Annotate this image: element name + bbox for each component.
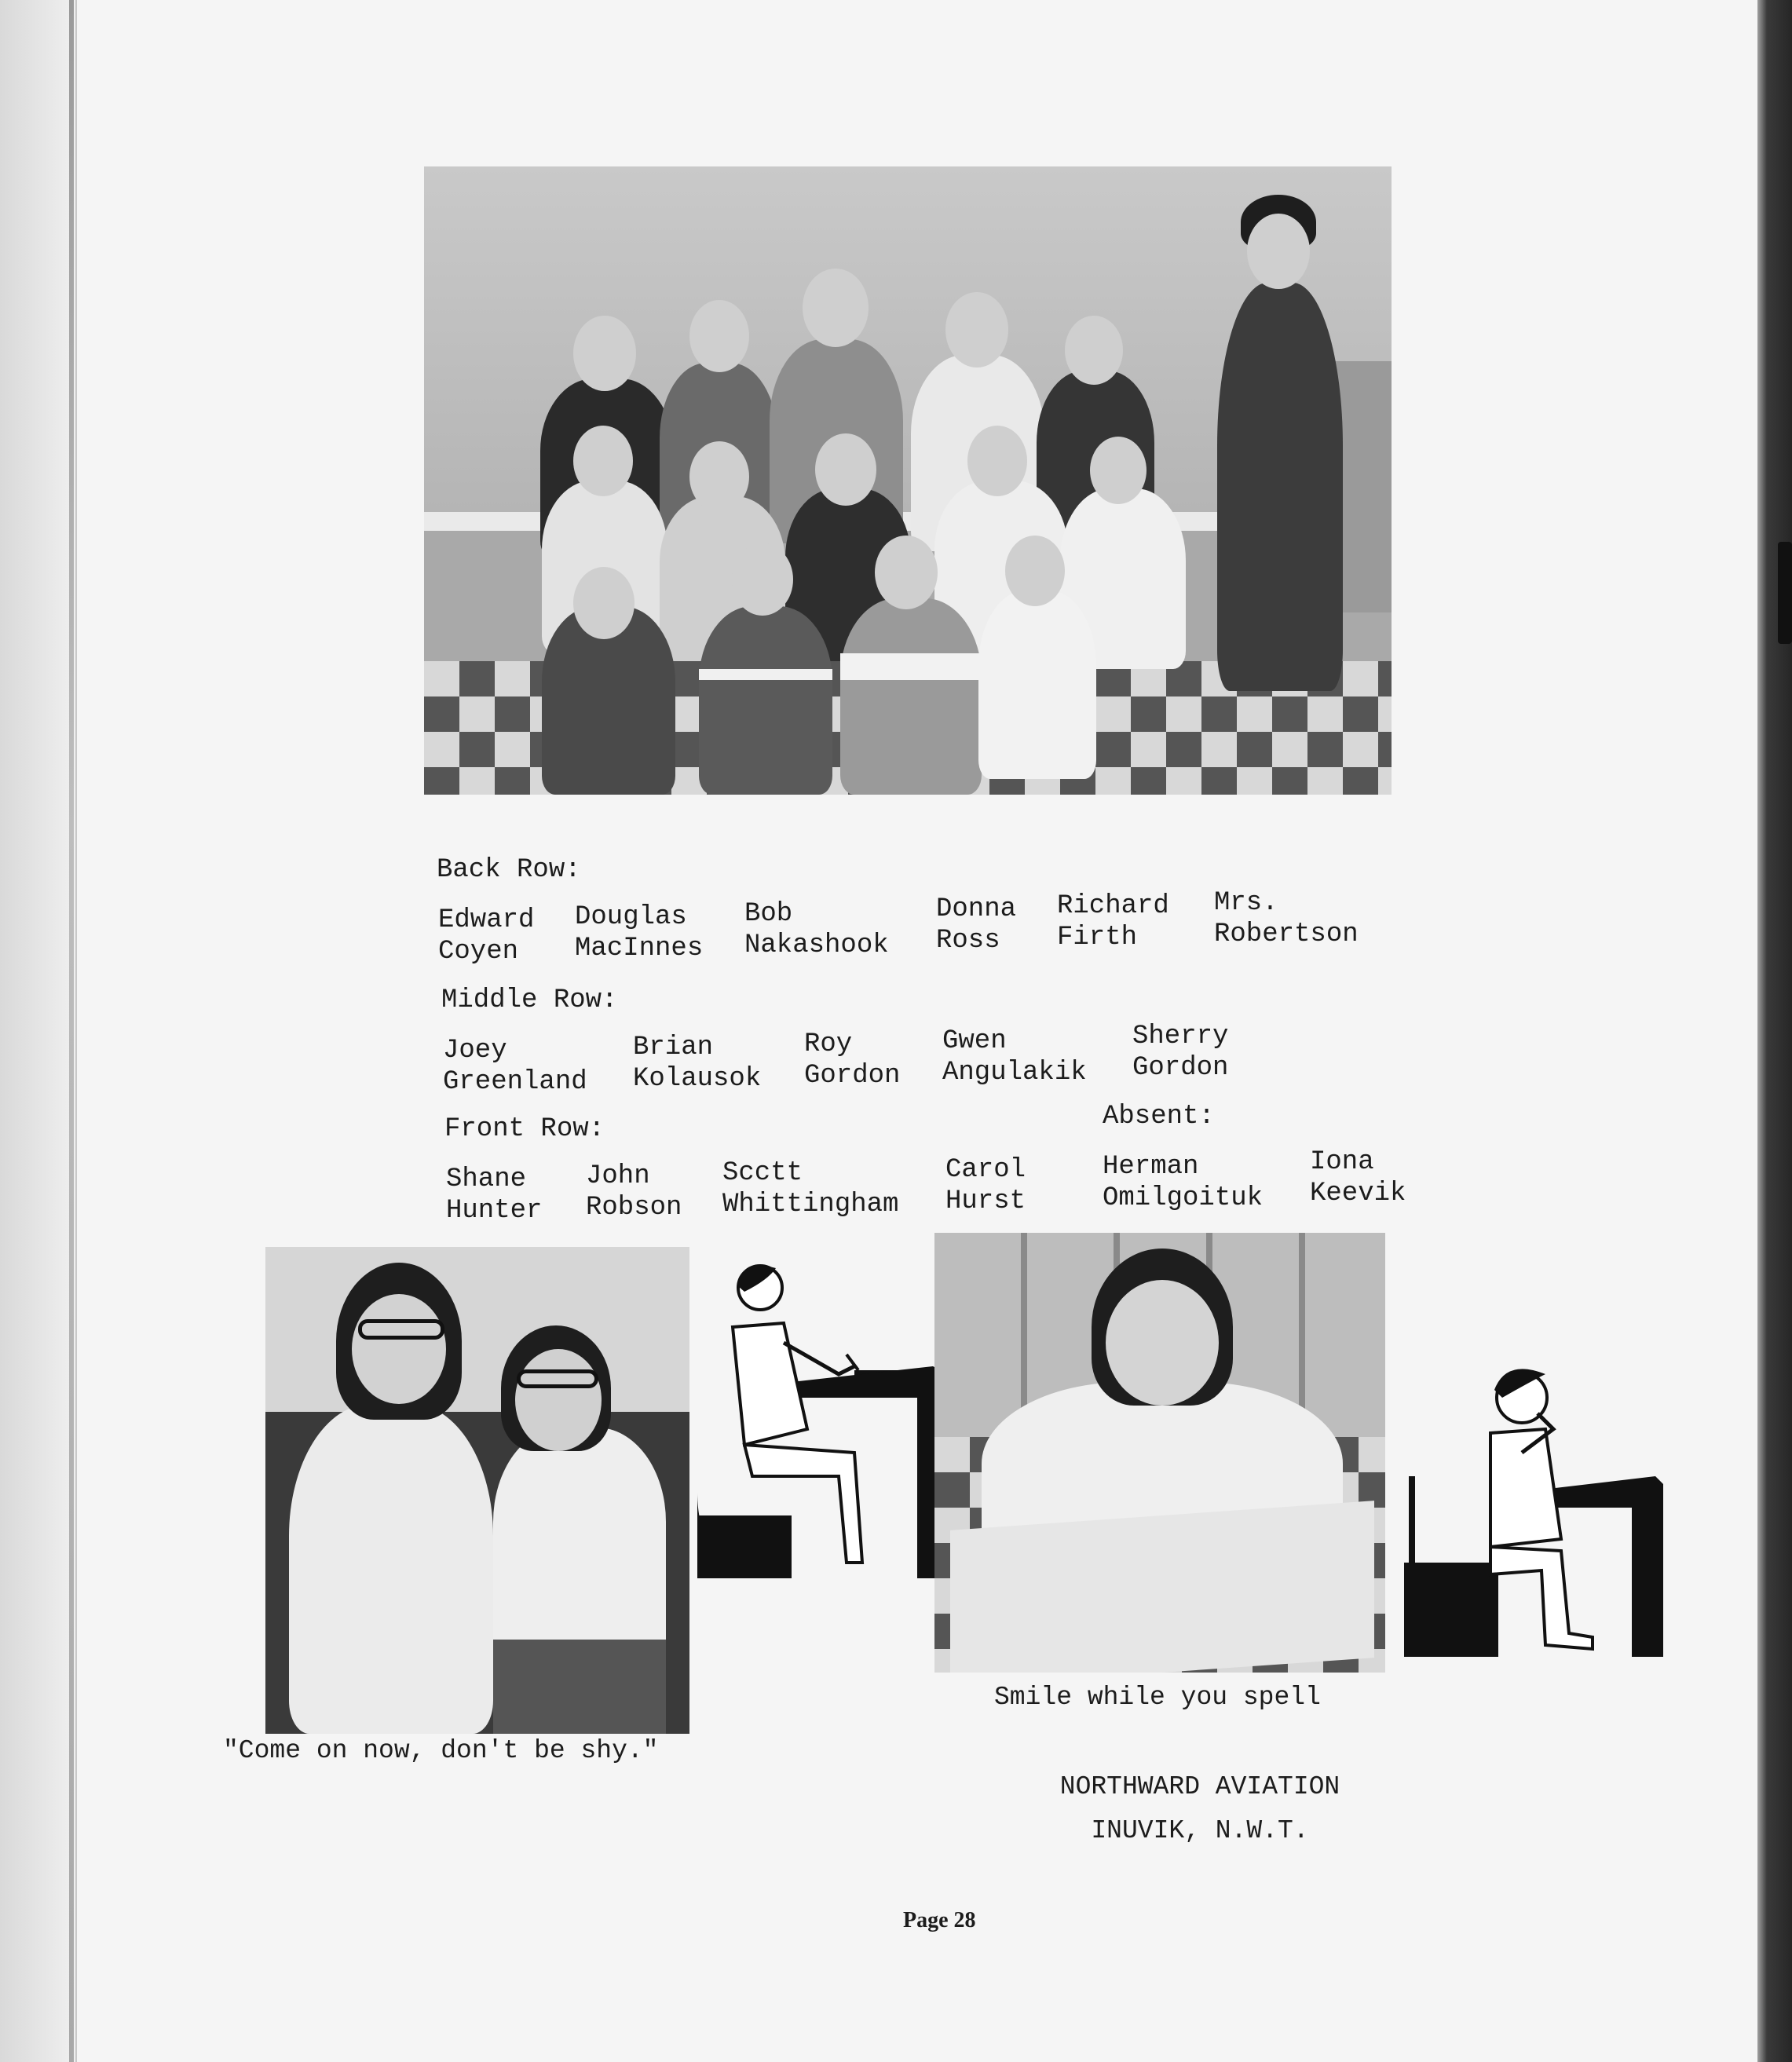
middle-row-name-2: Brian Kolausok xyxy=(633,1033,762,1094)
back-row-label: Back Row: xyxy=(437,855,581,885)
two-girls-photo xyxy=(265,1247,689,1734)
two-girls-caption: "Come on now, don't be shy." xyxy=(223,1736,659,1765)
middle-row-name-4: Gwen Angulakik xyxy=(942,1026,1087,1088)
absent-name-2: Iona Keevik xyxy=(1310,1147,1406,1208)
middle-row-name-3: Roy Gordon xyxy=(804,1029,901,1091)
middle-row-name-5: Sherry Gordon xyxy=(1132,1022,1229,1083)
sponsor-name: NORTHWARD AVIATION xyxy=(1059,1772,1340,1801)
yearbook-page xyxy=(75,0,1757,2062)
page-number: Page 28 xyxy=(903,1908,976,1932)
class-photo xyxy=(424,166,1392,795)
back-row-name-1: Edward Coyen xyxy=(438,905,535,967)
cartoon-boy-at-desk-illustration xyxy=(1404,1358,1671,1657)
front-row-name-4: Carol Hurst xyxy=(945,1155,1026,1216)
back-row-name-4: Donna Ross xyxy=(936,894,1017,956)
sponsor-location: INUVIK, N.W.T. xyxy=(1091,1816,1309,1845)
front-row-name-1: Shane Hunter xyxy=(446,1164,543,1226)
front-row-label: Front Row: xyxy=(444,1114,605,1144)
girl-spelling-caption: Smile while you spell xyxy=(994,1683,1321,1712)
back-row-name-5: Richard Firth xyxy=(1057,891,1169,952)
middle-row-label: Middle Row: xyxy=(441,985,618,1015)
binder-clip xyxy=(1778,542,1792,644)
girl-spelling-photo xyxy=(934,1233,1385,1673)
cartoon-girl-at-desk-illustration xyxy=(697,1256,956,1578)
absent-name-1: Herman Omilgoituk xyxy=(1103,1152,1264,1213)
front-row-name-3: Scctt Whittingham xyxy=(722,1158,899,1219)
middle-row-name-1: Joey Greenland xyxy=(443,1036,587,1097)
absent-label: Absent: xyxy=(1103,1102,1215,1132)
binding-edge xyxy=(69,0,74,2062)
front-row-name-2: John Robson xyxy=(586,1161,682,1223)
back-row-name-6: Mrs. Robertson xyxy=(1214,888,1359,949)
back-row-name-2: Douglas MacInnes xyxy=(575,902,704,963)
back-row-name-3: Bob Nakashook xyxy=(744,899,889,960)
